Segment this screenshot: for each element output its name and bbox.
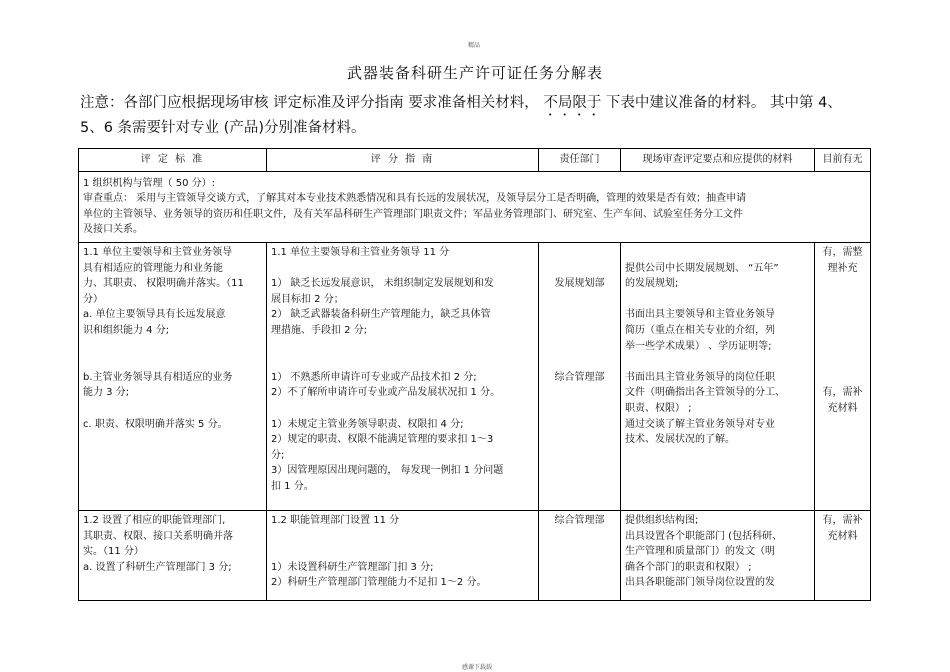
cell-line [271,529,534,545]
cell-line: 职责、权限） ; [625,402,692,414]
footer-mark: 感谢下载载 [462,664,493,671]
cell-line: 理补充 [827,262,858,274]
cell-line [625,292,810,308]
row2-points [621,510,815,600]
cell-line: 有，需补 [822,387,863,399]
cell-line: 2）规定的职责、权限不能满足管理的要求扣 1～3 [271,434,494,446]
cell-line: 及接口关系。 [83,224,143,236]
header-standard: 评 定 标 准 [79,149,267,172]
cell-line: a. 单位主要领导具有长远发展意 [83,309,226,321]
header-dept: 责任部门 [539,149,621,172]
cell-line: 确各个部门的职责和权限） ; [625,561,752,573]
cell-line: 展目标扣 2 分； [271,293,344,305]
cell-line: 2）不了解所申请许可专业或产品发展状况扣 1 分。 [271,387,501,399]
row1-standard [79,242,267,510]
task-breakdown-table [78,148,871,601]
cell-line: 2）科研生产管理部门管理能力不足扣 1～2 分。 [271,577,487,589]
section-1-summary [79,171,871,242]
cell-line: 1 组织机构与管理（ 50 分）: [83,177,215,189]
cell-line [819,323,866,339]
cell-line: 扣 1 分。 [271,480,314,492]
notice-part-3: 下表中建议准备的材料。 其中第 4、 [601,95,842,111]
cell-line: 发展规划部 [554,278,605,290]
cell-line [819,354,866,370]
cell-line: 生产管理和质量部门）的发文（明 [625,546,775,558]
cell-line: 1） 不熟悉所申请许可专业或产品技术扣 2 分; [271,371,477,383]
notice-part-4: 5、6 条需要针对专业 (产品)分别准备材料。 [80,120,366,136]
cell-line: 实。（11 分） [83,546,144,558]
cell-line: 综合管理部 [554,514,605,526]
notice-emphasis: 不局限于 [543,95,602,111]
cell-line [83,339,262,355]
cell-line [819,307,866,323]
cell-line: 单位的主管领导、业务领导的资历和任职文件，及有关军品科研生产管理部门职责文件；军品业务管理部门、研究室、生产车间、试验室任务分工文件 [83,208,743,220]
cell-line: 的发展规划; [625,278,679,290]
notice-paragraph [80,94,870,138]
cell-line: 充材料 [827,530,858,542]
cell-line: 分） [83,293,103,305]
cell-line [83,354,262,370]
cell-line: 1.1 单位主要领导和主管业务领导 [83,246,233,258]
cell-line [271,401,534,417]
row2-status [815,510,871,600]
cell-line: 具有相适应的管理能力和业务能 [83,262,223,274]
cell-line: 书面出具主要领导和主管业务领导 [625,309,775,321]
cell-line [819,276,866,292]
cell-line [271,261,534,277]
cell-line: 识和组织能力 4 分; [83,324,170,336]
cell-line: 综合管理部 [554,371,605,383]
cell-line: 出具各职能部门领导岗位设置的发 [625,577,775,589]
cell-line [819,292,866,308]
cell-line: c. 职责、权限明确并落实 5 分。 [83,418,228,430]
cell-line [819,370,866,386]
cell-line: 有，需补 [822,514,863,526]
row1-status [815,242,871,510]
cell-line: 1）未规定主管业务领导职责、权限扣 4 分; [271,418,464,430]
cell-line: 书面出具主管业务领导的岗位任职 [625,371,775,383]
cell-line: 文件（明确指出各主管领导的分工、 [625,387,785,399]
row2-guide [267,510,539,600]
cell-line: 举一些学术成果） 、学历证明等; [625,340,772,352]
page-title: 武器装备科研生产许可证任务分解表 [346,64,603,82]
table-header-row [79,149,871,172]
cell-line: 技术、发展状况的了解。 [625,434,735,446]
cell-line: 充材料 [827,402,858,414]
cell-line [271,339,534,355]
cell-line: 1.2 职能管理部门设置 11 分 [271,514,400,526]
cell-line: 有，需整 [822,246,863,258]
cell-line: 理措施、手段扣 2 分; [271,324,368,336]
cell-line [819,339,866,355]
cell-line: 通过交谈了解主管业务领导对专业 [625,418,775,430]
cell-line: 提供公司中长期发展规划、 “五年” [625,262,779,274]
cell-line [543,354,616,370]
cell-line: 1.2 设置了相应的职能管理部门, [83,514,226,526]
header-points: 现场审查评定要点和应提供的材料 [621,149,815,172]
cell-line: 其职责、权限、接口关系明确并落 [83,530,233,542]
header-guide: 评 分 指 南 [267,149,539,172]
cell-line [625,354,810,370]
cell-line [543,245,616,261]
cell-line: 1） 缺乏长远发展意识， 未组织制定发展规划和发 [271,278,494,290]
notice-part-1: 注意：各部门应根据现场审核 评定标准及评分指南 要求准备相关材料， [80,95,544,111]
cell-line: 2） 缺乏武器装备科研生产管理能力，缺乏具体管 [271,309,491,321]
row1-guide [267,242,539,510]
cell-line [543,292,616,308]
cell-line: 能力 3 分; [83,387,130,399]
cell-line [83,401,262,417]
cell-line [543,261,616,277]
row2-standard [79,510,267,600]
cell-line: 3）因管理原因出现问题的， 每发现一例扣 1 分问题 [271,465,504,477]
cell-line [271,354,534,370]
cell-line: 审查重点： 采用与主管领导交谈方式，了解其对本专业技术熟悉情况和具有长远的发展状况，及领导层分工是否明确，管理的效果是否有效；抽查申请 [83,193,747,205]
cell-line: 力、其职责、 权限明确并落实。（11 [83,278,244,290]
cell-line [271,544,534,560]
cell-line [543,323,616,339]
row1-points [621,242,815,510]
section-1-row [79,171,871,242]
cell-line: 提供组织结构图; [625,514,699,526]
header-mark: 精品 [468,42,481,49]
row1-dept [539,242,621,510]
cell-line: a. 设置了科研生产管理部门 3 分; [83,561,232,573]
cell-line: 1.1 单位主要领导和主管业务领导 11 分 [271,246,450,258]
cell-line: b.主管业务领导具有相适应的业务 [83,371,233,383]
cell-line: 简历（重点在相关专业的介绍，列 [625,324,775,336]
row2-dept [539,510,621,600]
cell-line [625,245,810,261]
cell-line [543,307,616,323]
cell-line: 分; [271,449,285,461]
cell-line: 1）未设置科研生产管理部门扣 3 分; [271,561,434,573]
cell-line: 出具设置各个职能部门 (包括科研、 [625,530,783,542]
cell-line [543,339,616,355]
table-row [79,510,871,600]
header-status: 目前有无 [815,149,871,172]
table-row [79,242,871,510]
